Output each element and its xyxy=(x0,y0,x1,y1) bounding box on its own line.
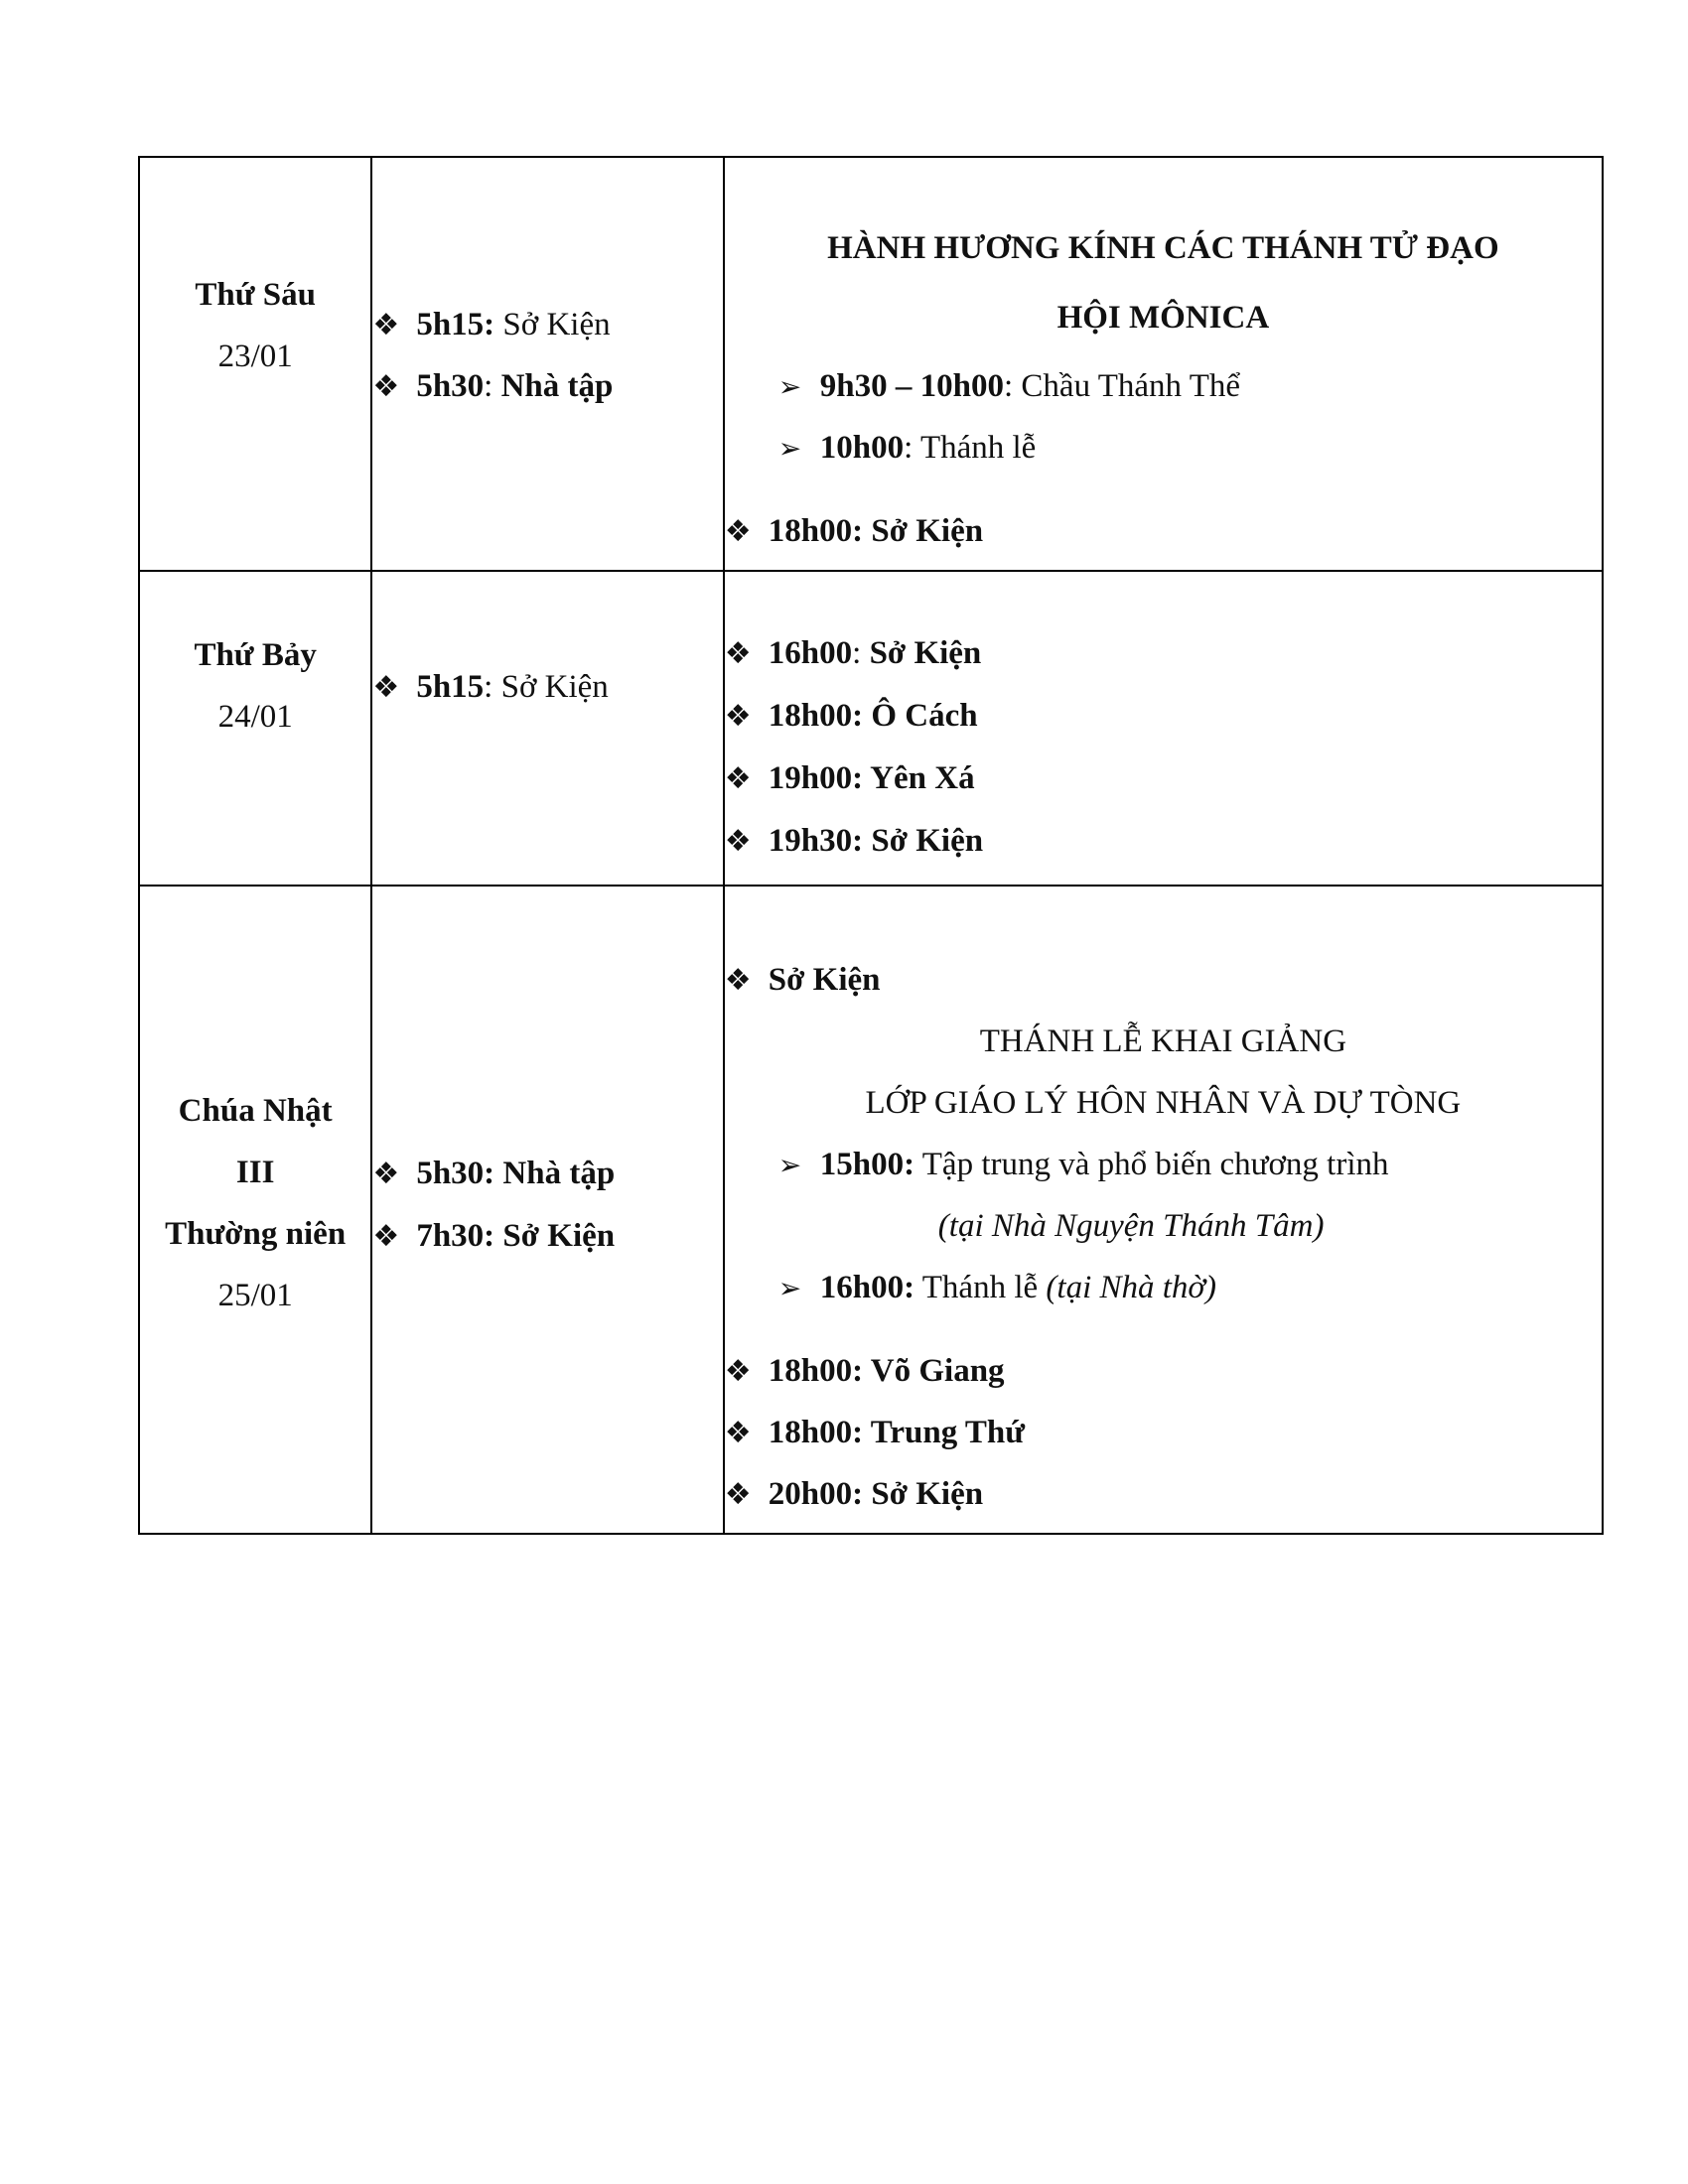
arrow-bullet-icon: ➢ xyxy=(777,1272,802,1304)
day-cell xyxy=(139,886,371,1534)
morning-cell xyxy=(371,157,723,571)
list-item: ❖ Sở Kiện xyxy=(725,960,881,1000)
arrow-bullet-icon: ➢ xyxy=(777,370,802,403)
diamond-bullet-icon: ❖ xyxy=(724,824,752,859)
sub-item: ➢ 10h00: Thánh lễ xyxy=(778,428,1037,468)
day-date: 24/01 xyxy=(217,699,293,735)
arrow-bullet-icon: ➢ xyxy=(777,1149,802,1181)
list-item: ❖ 19h00: Yên Xá xyxy=(725,758,975,798)
list-item: ❖ 5h30: Nhà tập xyxy=(372,1154,615,1193)
day-name: Thường niên xyxy=(165,1216,347,1252)
day-date: 23/01 xyxy=(217,339,293,374)
diamond-bullet-icon: ❖ xyxy=(724,1354,752,1389)
sub-item: ➢ 9h30 – 10h00: Chầu Thánh Thể xyxy=(778,366,1240,406)
sub-item-note: (tại Nhà Nguyện Thánh Tâm) xyxy=(937,1208,1325,1244)
event-subtitle: HỘI MÔNICA xyxy=(1056,300,1270,336)
diamond-bullet-icon: ❖ xyxy=(724,1477,752,1512)
diamond-bullet-icon: ❖ xyxy=(724,1416,752,1450)
diamond-bullet-icon: ❖ xyxy=(724,699,752,734)
diamond-bullet-icon: ❖ xyxy=(724,761,752,796)
event-subtitle: LỚP GIÁO LÝ HÔN NHÂN VÀ DỰ TÒNG xyxy=(865,1085,1462,1121)
day-name: Thứ Bảy xyxy=(194,637,317,673)
list-item: ❖ 16h00: Sở Kiện xyxy=(725,633,982,673)
sub-item: ➢ 15h00: Tập trung và phổ biến chương trình xyxy=(778,1145,1389,1184)
list-item: ❖ 18h00: Sở Kiện xyxy=(725,511,983,551)
list-item: ❖ 18h00: Ô Cách xyxy=(725,696,978,736)
list-item: ❖ 5h30: Nhà tập xyxy=(372,366,613,406)
day-cell xyxy=(139,571,371,886)
day-name: Thứ Sáu xyxy=(195,277,316,313)
morning-cell xyxy=(371,571,723,886)
diamond-bullet-icon: ❖ xyxy=(724,514,752,549)
list-item: ❖ 5h15: Sở Kiện xyxy=(372,305,610,344)
sub-item: ➢ 16h00: Thánh lễ (tại Nhà thờ) xyxy=(778,1268,1216,1307)
morning-cell xyxy=(371,886,723,1534)
diamond-bullet-icon: ❖ xyxy=(372,1157,400,1191)
day-cell xyxy=(139,157,371,571)
diamond-bullet-icon: ❖ xyxy=(724,636,752,671)
event-title: HÀNH HƯƠNG KÍNH CÁC THÁNH TỬ ĐẠO xyxy=(827,230,1499,266)
list-item: ❖ 7h30: Sở Kiện xyxy=(372,1216,615,1256)
day-date: 25/01 xyxy=(217,1278,293,1313)
diamond-bullet-icon: ❖ xyxy=(372,670,400,705)
day-name: Chúa Nhật xyxy=(178,1093,333,1129)
list-item: ❖ 20h00: Sở Kiện xyxy=(725,1474,983,1514)
schedule-table xyxy=(138,156,1604,1535)
table-row xyxy=(139,571,1603,886)
evening-cell xyxy=(724,886,1603,1534)
evening-cell xyxy=(724,571,1603,886)
evening-cell xyxy=(724,157,1603,571)
diamond-bullet-icon: ❖ xyxy=(372,369,400,404)
table-row xyxy=(139,157,1603,571)
table-row xyxy=(139,886,1603,1534)
diamond-bullet-icon: ❖ xyxy=(372,308,400,342)
list-item: ❖ 18h00: Trung Thứ xyxy=(725,1413,1025,1452)
list-item: ❖ 18h00: Võ Giang xyxy=(725,1351,1005,1391)
arrow-bullet-icon: ➢ xyxy=(777,432,802,465)
diamond-bullet-icon: ❖ xyxy=(724,963,752,998)
list-item: ❖ 19h30: Sở Kiện xyxy=(725,821,983,861)
diamond-bullet-icon: ❖ xyxy=(372,1219,400,1254)
event-title: THÁNH LỄ KHAI GIẢNG xyxy=(979,1024,1347,1059)
list-item: ❖ 5h15: Sở Kiện xyxy=(372,667,608,707)
day-name: III xyxy=(235,1155,275,1190)
